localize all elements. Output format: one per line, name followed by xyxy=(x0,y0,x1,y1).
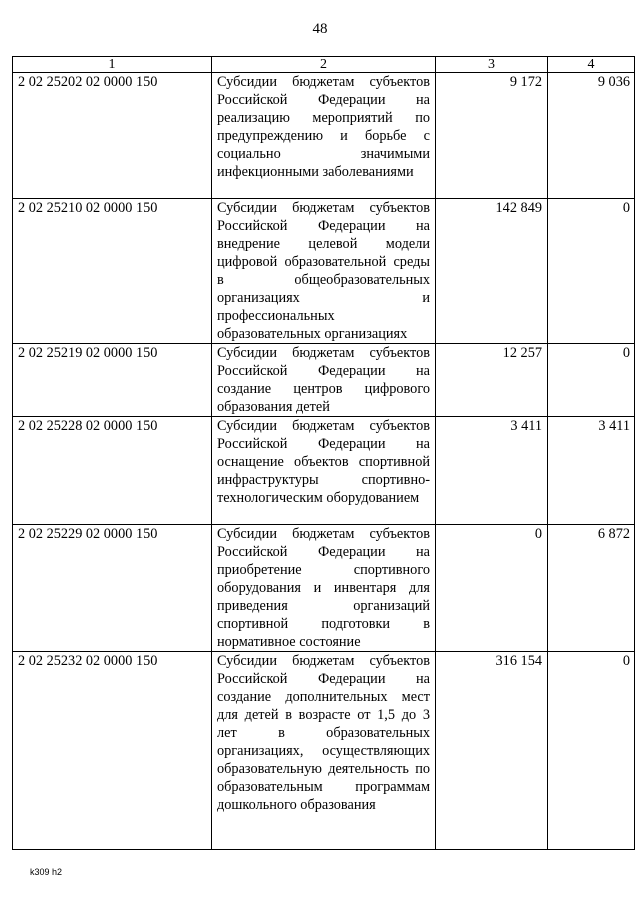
value-4-cell: 6 872 xyxy=(548,525,635,652)
column-header-3: 3 xyxy=(436,57,548,73)
budget-code-cell: 2 02 25202 02 0000 150 xyxy=(13,73,212,199)
column-header-4: 4 xyxy=(548,57,635,73)
value-4-cell: 3 411 xyxy=(548,417,635,525)
table-row xyxy=(13,417,635,525)
budget-table xyxy=(12,56,635,850)
value-4-cell: 0 xyxy=(548,199,635,344)
page-number: 48 xyxy=(312,21,328,37)
column-header-2: 2 xyxy=(212,57,436,73)
value-3-cell: 316 154 xyxy=(436,652,548,850)
table-row xyxy=(13,199,635,344)
budget-code-cell: 2 02 25210 02 0000 150 xyxy=(13,199,212,344)
budget-code-cell: 2 02 25232 02 0000 150 xyxy=(13,652,212,850)
column-header-1: 1 xyxy=(13,57,212,73)
value-3-cell: 0 xyxy=(436,525,548,652)
value-4-cell: 0 xyxy=(548,652,635,850)
budget-code-cell: 2 02 25219 02 0000 150 xyxy=(13,344,212,417)
value-3-cell: 3 411 xyxy=(436,417,548,525)
table-row xyxy=(13,525,635,652)
value-3-cell: 9 172 xyxy=(436,73,548,199)
description-cell: Субсидии бюджетам субъектов Российской Федерации на реализацию мероприятий по предупреждению и борьбе с социально значимыми инфекционными заболеваниями xyxy=(212,73,436,199)
budget-code-cell: 2 02 25228 02 0000 150 xyxy=(13,417,212,525)
footer-code: k309 h2 xyxy=(30,867,63,877)
description-cell: Субсидии бюджетам субъектов Российской Федерации на создание центров цифрового образования детей xyxy=(212,344,436,417)
description-cell: Субсидии бюджетам субъектов Российской Федерации на оснащение объектов спортивной инфраструктуры спортивно-технологическим оборудованием xyxy=(212,417,436,525)
value-3-cell: 12 257 xyxy=(436,344,548,417)
table-row xyxy=(13,344,635,417)
description-cell: Субсидии бюджетам субъектов Российской Федерации на создание дополнительных мест для детей в возрасте от 1,5 до 3 лет в образовательных организациях, осуществляющих образовательную деятельность по образовательным программам дошкольного образования xyxy=(212,652,436,850)
table-header-row xyxy=(13,57,635,73)
value-3-cell: 142 849 xyxy=(436,199,548,344)
description-cell: Субсидии бюджетам субъектов Российской Федерации на внедрение целевой модели цифровой образовательной среды в общеобразовательных организациях и профессиональных образовательных организациях xyxy=(212,199,436,344)
table-row xyxy=(13,73,635,199)
value-4-cell: 0 xyxy=(548,344,635,417)
budget-code-cell: 2 02 25229 02 0000 150 xyxy=(13,525,212,652)
value-4-cell: 9 036 xyxy=(548,73,635,199)
table-row xyxy=(13,652,635,850)
description-cell: Субсидии бюджетам субъектов Российской Федерации на приобретение спортивного оборудования и инвентаря для приведения организаций спортивной подготовки в нормативное состояние xyxy=(212,525,436,652)
